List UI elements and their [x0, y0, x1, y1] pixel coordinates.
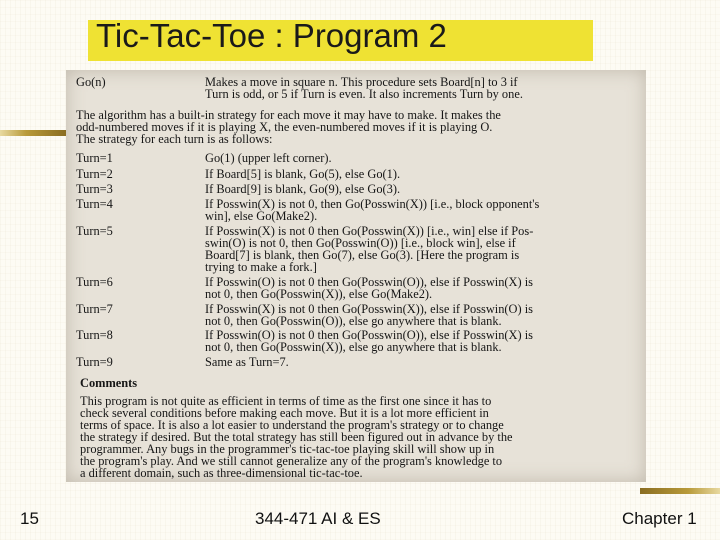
turn-label: Turn=9 [76, 355, 113, 369]
go-def-line: Turn is odd, or 5 if Turn is even. It also increments Turn by one. [205, 87, 523, 101]
turn-label: Turn=8 [76, 328, 113, 342]
comment-line: the strategy if desired. But the total strategy has still been figured out in advance by the [80, 430, 513, 444]
slide-title: Tic-Tac-Toe : Program 2 [96, 17, 447, 54]
turn-rule-line: If Posswin(X) is not 0, then Go(Posswin(X)) [i.e., block opponent's [205, 197, 540, 211]
turn-rule-line: Go(1) (upper left corner). [205, 151, 332, 165]
scanned-page [66, 70, 646, 482]
page-number: 15 [20, 509, 39, 528]
chapter-label: Chapter 1 [622, 509, 697, 528]
turn-rule-line: Board[7] is blank, then Go(7), else Go(3). [Here the program is [205, 248, 520, 262]
comment-line: check several conditions before making each move. But it is a lot more efficient in [80, 406, 489, 420]
left-accent-bar [0, 130, 66, 136]
comment-line: the program's play. And we still cannot generalize any of the program's knowledge to [80, 454, 503, 468]
go-def-line: Makes a move in square n. This procedure sets Board[n] to 3 if [205, 75, 518, 89]
turn-rule-line: If Posswin(O) is not 0 then Go(Posswin(O)), else if Posswin(X) is [205, 328, 533, 342]
intro-line: odd-numbered moves if it is playing X, the even-numbered moves if it is playing O. [76, 120, 493, 134]
intro-line: The algorithm has a built-in strategy for each move it may have to make. It makes the [76, 108, 501, 122]
turn-rule-line: Same as Turn=7. [205, 355, 289, 369]
turn-rule-line: If Posswin(X) is not 0 then Go(Posswin(X)) [i.e., win] else if Pos- [205, 224, 534, 238]
turn-rule-line: swin(O) is not 0, then Go(Posswin(O)) [i.e., block win], else if [205, 236, 516, 250]
comment-line: terms of space. It is also a lot easier to understand the program's strategy or to change [80, 418, 504, 432]
turn-rule-line: If Board[9] is blank, Go(9), else Go(3). [205, 182, 401, 196]
comment-line: programmer. Any bugs in the programmer's tic-tac-toe playing skill will show up in [80, 442, 495, 456]
turn-rule-line: not 0, then Go(Posswin(X)), else go anywhere that is blank. [205, 340, 502, 354]
turn-label: Turn=1 [76, 151, 113, 165]
turn-rule-line: If Posswin(O) is not 0 then Go(Posswin(O)), else if Posswin(X) is [205, 275, 533, 289]
turn-label: Turn=7 [76, 302, 113, 316]
turn-label: Turn=2 [76, 167, 113, 181]
turn-label: Turn=4 [76, 197, 113, 211]
turn-label: Turn=3 [76, 182, 113, 196]
turn-rule-line: not 0, then Go(Posswin(X)), else Go(Make2). [205, 287, 433, 301]
turn-rule-line: not 0, then Go(Posswin(O)), else go anywhere that is blank. [205, 314, 502, 328]
turn-rule-line: If Board[5] is blank, Go(5), else Go(1). [205, 167, 401, 181]
turn-label: Turn=5 [76, 224, 113, 238]
right-accent-bar [640, 488, 720, 494]
turn-rule-line: If Posswin(X) is not 0 then Go(Posswin(X)), else if Posswin(O) is [205, 302, 533, 316]
turn-rule-line: win], else Go(Make2). [205, 209, 318, 223]
turn-rule-line: trying to make a fork.] [205, 260, 317, 274]
go-term: Go(n) [76, 75, 106, 89]
comment-line: a different domain, such as three-dimensional tic-tac-toe. [80, 466, 363, 480]
intro-line: The strategy for each turn is as follows: [76, 132, 273, 146]
course-code: 344-471 AI & ES [255, 509, 381, 528]
comments-heading: Comments [80, 376, 138, 390]
turn-label: Turn=6 [76, 275, 113, 289]
comment-line: This program is not quite as efficient in terms of time as the first one since it has to [80, 394, 492, 408]
